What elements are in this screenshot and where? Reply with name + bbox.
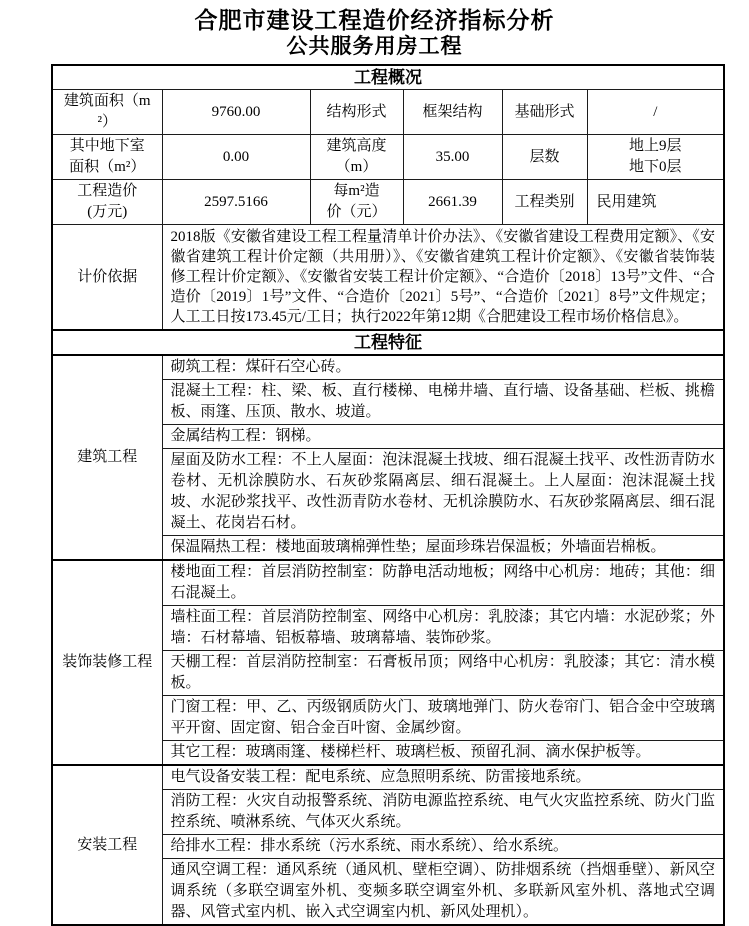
section-label-decoration: 装饰装修工程 [52,560,162,765]
project-cost-label-line1: 工程造价 [77,183,138,199]
basement-area-label [52,135,162,180]
project-category-label: 工程类别 [502,180,587,225]
project-cost-label-line2: (万元) [87,204,128,220]
feature-row-plumbing: 给排水工程：排水系统（污水系统、雨水系统）、给水系统。 [162,835,724,859]
structure-form-label: 结构形式 [310,90,403,135]
pricing-basis-text: 2018版《安徽省建设工程工程量清单计价办法》、《安徽省建设工程费用定额》、《安徽省建筑工程计价定额（共用册）》、《安徽省建筑工程计价定额》、《安徽省装饰装修工程计价定额》、《安徽省安装工程计价定额》、“合造价〔2018〕13号”文件、“合造价〔2019〕1号”文件、“合造价〔2021〕5号”、“合造价〔2021〕8号”文件规定；人工工日按173.45元/工日；执行2022年第12期《合肥建设工程市场价格信息》。 [162,225,724,331]
section-label-construction: 建筑工程 [52,355,162,560]
section-construction-row-1 [52,355,724,380]
overview-header: 工程概况 [52,65,724,90]
project-cost-value: 2597.5166 [162,180,310,225]
floors-below-value: 地下0层 [629,159,682,175]
feature-row-concrete: 混凝土工程：柱、梁、板、直行楼梯、电梯井墙、直行墙、设备基础、栏板、挑檐板、雨篷、压顶、散水、坡道。 [162,380,724,425]
overview-header-row [52,65,724,90]
building-area-label: 建筑面积（m²） [52,90,162,135]
feature-row-flooring: 楼地面工程：首层消防控制室：防静电活动地板；网络中心机房：地砖；其他：细石混凝土。 [162,560,724,606]
basement-area-label-line1: 其中地下室 [69,138,145,154]
overview-row-cost [52,180,724,225]
feature-row-doors-windows: 门窗工程：甲、乙、丙级钢质防火门、玻璃地弹门、防火卷帘门、铝合金中空玻璃平开窗、固定窗、铝合金百叶窗、金属纱窗。 [162,696,724,741]
floors-label: 层数 [502,135,587,180]
foundation-form-value: / [587,90,724,135]
section-label-installation: 安装工程 [52,765,162,925]
basement-area-value: 0.00 [162,135,310,180]
feature-row-misc-decoration: 其它工程：玻璃雨篷、楼梯栏杆、玻璃栏板、预留孔洞、滴水保护板等。 [162,741,724,766]
feature-row-wall-column: 墙柱面工程：首层消防控制室、网络中心机房：乳胶漆；其它内墙：水泥砂浆；外墙：石材幕墙、铝板幕墙、玻璃幕墙、装饰砂浆。 [162,606,724,651]
building-height-value: 35.00 [403,135,502,180]
project-category-value: 民用建筑 [587,180,724,225]
unit-cost-value: 2661.39 [403,180,502,225]
building-height-label [310,135,403,180]
floors-value [587,135,724,180]
feature-row-hvac: 通风空调工程：通风系统（通风机、壁柜空调）、防排烟系统（挡烟垂壁）、新风空调系统（多联空调室外机、变频多联空调室外机、多联新风室外机、落地式空调器、风管式室内机、嵌入式空调室内机、新风处理机）。 [162,859,724,926]
pricing-basis-row [52,225,724,331]
feature-row-fire-protection: 消防工程：火灾自动报警系统、消防电源监控系统、电气火灾监控系统、防火门监控系统、喷淋系统、气体灭火系统。 [162,790,724,835]
floors-above-value: 地上9层 [629,138,682,154]
building-height-label-line2: （m） [335,159,378,175]
pricing-basis-label: 计价依据 [52,225,162,331]
section-decoration-row-1 [52,560,724,606]
doc-title: 合肥市建设工程造价经济指标分析 [194,8,555,33]
feature-row-insulation: 保温隔热工程：楼地面玻璃棉弹性垫；屋面珍珠岩保温板；外墙面岩棉板。 [162,536,724,561]
features-header-row [52,330,724,355]
basement-area-label-line2: 面积（m²） [69,159,146,175]
unit-cost-label-line1: 每m²造 [333,183,380,199]
project-cost-label [52,180,162,225]
cost-indicator-table [51,64,725,926]
unit-cost-label-line2: 价（元） [326,204,387,220]
feature-row-metal-structure: 金属结构工程：钢梯。 [162,425,724,449]
overview-row-area [52,90,724,135]
foundation-form-label: 基础形式 [502,90,587,135]
feature-row-electrical: 电气设备安装工程：配电系统、应急照明系统、防雷接地系统。 [162,765,724,790]
section-installation-row-1 [52,765,724,790]
unit-cost-label [310,180,403,225]
feature-row-ceiling: 天棚工程：首层消防控制室：石膏板吊顶；网络中心机房：乳胶漆；其它：清水模板。 [162,651,724,696]
feature-row-masonry: 砌筑工程：煤矸石空心砖。 [162,355,724,380]
overview-row-basement [52,135,724,180]
doc-subtitle: 公共服务用房工程 [286,34,463,58]
building-height-label-line1: 建筑高度 [326,138,387,154]
feature-row-roof-waterproof: 屋面及防水工程：不上人屋面：泡沫混凝土找坡、细石混凝土找平、改性沥青防水卷材、无机涂膜防水、石灰砂浆隔离层、细石混凝土。上人屋面：泡沫混凝土找坡、水泥砂浆找平、改性沥青防水卷材、无机涂膜防水、石灰砂浆隔离层、细石混凝土、花岗岩石材。 [162,449,724,536]
features-header: 工程特征 [52,330,724,355]
structure-form-value: 框架结构 [403,90,502,135]
building-area-value: 9760.00 [162,90,310,135]
